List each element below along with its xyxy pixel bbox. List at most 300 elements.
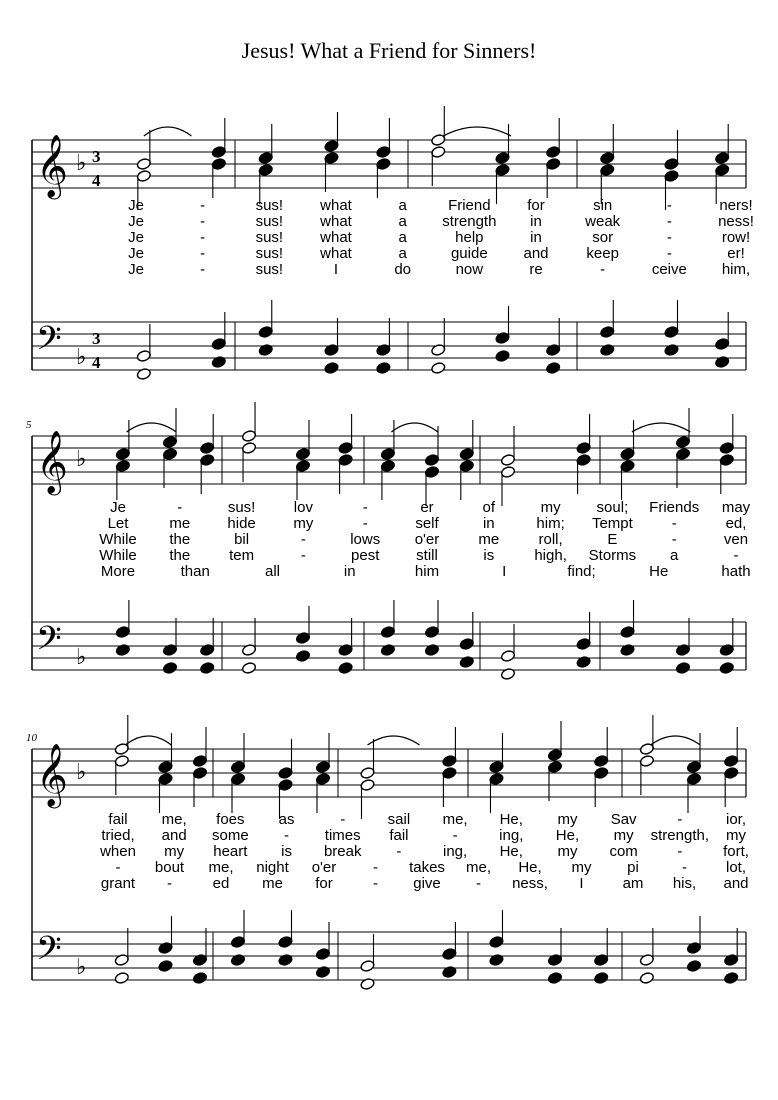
lyric-syllable: keep (586, 245, 619, 262)
lyric-syllable: my (557, 843, 578, 860)
lyric-syllable: some (212, 827, 249, 844)
treble-note-head (200, 441, 215, 454)
lyric-syllable: sus! (255, 213, 284, 230)
lyric-syllable: - (671, 515, 677, 532)
bass-note-head (500, 649, 515, 662)
lyric-syllable: Je (128, 261, 144, 278)
treble-note-head (724, 766, 739, 779)
bass-note-head (489, 953, 504, 966)
treble-note-head (547, 760, 562, 773)
treble-note-head (200, 453, 215, 466)
lyric-syllable: him; (536, 515, 565, 532)
lyric-syllable: I (579, 875, 584, 892)
slur (127, 423, 177, 432)
bass-note-head (576, 655, 591, 668)
treble-note-head (489, 760, 504, 773)
lyric-syllable: Friend (448, 197, 491, 214)
lyric-syllable: hath (721, 563, 751, 580)
treble-note-head (230, 772, 245, 785)
slur (443, 127, 511, 136)
lyric-syllable: help (455, 229, 484, 246)
lyric-syllable: find; (567, 563, 596, 580)
lyric-syllable: Let (107, 515, 129, 532)
bass-note-head (442, 947, 457, 960)
lyric-syllable: lows (350, 531, 381, 548)
lyric-syllable: in (343, 563, 356, 580)
lyric-syllable: sus! (227, 499, 256, 516)
bass-note-head (547, 953, 562, 966)
lyric-syllable: - (666, 245, 672, 262)
treble-note-head (576, 441, 591, 454)
lyric-syllable: now (455, 261, 484, 278)
lyric-syllable: strength, (650, 827, 710, 844)
lyric-syllable: guide (450, 245, 488, 262)
lyric-syllable: er! (727, 245, 745, 262)
lyric-syllable: my (557, 811, 578, 828)
lyric-syllable: Je (110, 499, 126, 516)
treble-note-head (162, 447, 177, 460)
lyric-syllable: pest (351, 547, 380, 564)
lyric-syllable: He, (555, 827, 580, 844)
lyric-syllable: a (398, 197, 407, 214)
lyric-syllable: sus! (255, 229, 284, 246)
lyric-syllable: o'er (311, 859, 337, 876)
lyric-syllable: sail (387, 811, 411, 828)
lyric-syllable: fort, (723, 843, 749, 860)
treble-note-head (338, 441, 353, 454)
bass-note-head (495, 349, 510, 362)
lyric-syllable: the (169, 547, 191, 564)
lyric-syllable: He (649, 563, 669, 580)
treble-note-head (241, 429, 256, 442)
lyric-syllable: ceive (651, 261, 687, 278)
lyric-syllable: in (482, 515, 495, 532)
lyric-syllable: a (670, 547, 679, 564)
treble-note-head (459, 447, 474, 460)
lyric-syllable: my (164, 843, 185, 860)
treble-note-head (459, 459, 474, 472)
treble-note-head (211, 145, 226, 158)
time-signature-upper: 3 (92, 147, 101, 166)
treble-note-head (424, 453, 439, 466)
treble-note-head (546, 157, 561, 170)
lyric-syllable: While (99, 531, 137, 548)
lyric-syllable: weak (585, 213, 621, 230)
lyric-syllable: soul; (596, 499, 629, 516)
bass-clef-icon: 𝄢 (36, 930, 62, 976)
lyric-syllable: is (483, 547, 495, 564)
lyric-syllable: than (180, 563, 210, 580)
lyric-syllable: - (682, 859, 687, 876)
bass-note-head (192, 953, 207, 966)
lyric-syllable: - (666, 197, 672, 214)
lyric-syllable: - (733, 547, 739, 564)
treble-note-head (324, 139, 339, 152)
treble-note-head (376, 157, 391, 170)
treble-note-head (600, 163, 615, 176)
bass-note-head (136, 367, 151, 380)
bass-note-head (594, 971, 609, 984)
lyric-syllable: the (169, 531, 191, 548)
treble-note-head (715, 163, 730, 176)
bass-note-head (360, 977, 375, 990)
bass-note-head (258, 343, 273, 356)
bass-note-head (230, 953, 245, 966)
bass-note-head (162, 643, 177, 656)
treble-clef-icon: 𝄞 (36, 430, 68, 493)
bass-note-head (715, 355, 730, 368)
bass-note-head (715, 337, 730, 350)
treble-note-head (360, 778, 375, 791)
treble-note-head (675, 447, 690, 460)
lyric-syllable: - (200, 245, 206, 262)
treble-note-head (546, 145, 561, 158)
bass-note-head (424, 625, 439, 638)
lyric-syllable: - (677, 811, 683, 828)
treble-note-head (495, 163, 510, 176)
slur (651, 736, 701, 745)
lyric-syllable: - (677, 843, 683, 860)
bass-note-head (724, 971, 739, 984)
lyric-syllable: is (281, 843, 292, 860)
lyric-syllable: in (530, 213, 542, 230)
bass-note-head (500, 667, 515, 680)
bass-note-head (376, 343, 391, 356)
treble-note-head (211, 157, 226, 170)
lyric-syllable: - (362, 499, 368, 516)
bass-note-head (114, 953, 129, 966)
measure-number: 5 (26, 419, 32, 431)
treble-note-head (442, 754, 457, 767)
lyric-syllable: for (527, 197, 545, 214)
treble-note-head (278, 766, 293, 779)
bass-note-head (431, 361, 446, 374)
bass-note-head (211, 337, 226, 350)
treble-note-head (192, 754, 207, 767)
bass-note-head (664, 343, 679, 356)
bass-note-head (211, 355, 226, 368)
lyric-syllable: grant (100, 875, 136, 892)
lyric-syllable: tried, (101, 827, 135, 844)
lyric-syllable: row! (721, 229, 751, 246)
lyric-syllable: ners! (719, 197, 753, 214)
treble-note-head (724, 754, 739, 767)
lyric-syllable: strength (442, 213, 497, 230)
bass-note-head (546, 343, 561, 356)
bass-note-head (546, 361, 561, 374)
lyric-syllable: er (420, 499, 434, 516)
lyric-syllable: me, (161, 811, 187, 828)
lyric-syllable: Je (128, 229, 144, 246)
bass-note-head (315, 965, 330, 978)
lyric-syllable: ness, (512, 875, 548, 892)
bass-note-head (664, 325, 679, 338)
bass-note-head (594, 953, 609, 966)
lyric-syllable: his, (672, 875, 697, 892)
treble-note-head (495, 151, 510, 164)
lyric-syllable: I (502, 563, 507, 580)
bass-note-head (338, 643, 353, 656)
lyric-syllable: for (315, 875, 333, 892)
time-signature-lower: 4 (92, 353, 101, 372)
lyric-syllable: sus! (255, 197, 284, 214)
treble-note-head (431, 145, 446, 158)
lyric-syllable: what (320, 197, 352, 214)
lyric-syllable: - (177, 499, 183, 516)
treble-note-head (489, 772, 504, 785)
lyric-syllable: Je (128, 197, 144, 214)
bass-note-head (295, 631, 310, 644)
bass-note-head (278, 935, 293, 948)
lyric-syllable: - (200, 197, 206, 214)
lyric-syllable: - (115, 859, 121, 876)
treble-note-head (158, 760, 173, 773)
flat-icon: ♭ (76, 760, 87, 785)
lyric-syllable: as (278, 811, 295, 828)
treble-clef-icon: 𝄞 (36, 134, 68, 197)
bass-note-head (295, 649, 310, 662)
bass-note-head (338, 661, 353, 674)
bass-note-head (115, 625, 130, 638)
treble-note-head (719, 441, 734, 454)
bass-note-head (376, 361, 391, 374)
lyric-syllable: - (476, 875, 481, 892)
lyric-syllable: high, (534, 547, 567, 564)
lyric-syllable: sin (593, 197, 613, 214)
treble-note-head (424, 465, 439, 478)
treble-note-head (576, 453, 591, 466)
bass-note-head (158, 959, 173, 972)
lyric-syllable: takes (409, 859, 445, 876)
bass-note-head (158, 941, 173, 954)
treble-note-head (115, 459, 130, 472)
lyric-syllable: bout (154, 859, 185, 876)
treble-note-head (136, 169, 151, 182)
lyric-syllable: - (396, 843, 402, 860)
bass-note-head (424, 643, 439, 656)
treble-note-head (594, 766, 609, 779)
lyric-syllable: re (529, 261, 543, 278)
bass-note-head (495, 331, 510, 344)
lyric-syllable: sus! (255, 245, 284, 262)
treble-note-head (380, 447, 395, 460)
treble-note-head (500, 465, 515, 478)
bass-note-head (675, 661, 690, 674)
treble-note-head (620, 459, 635, 472)
treble-note-head (360, 766, 375, 779)
bass-note-head (380, 643, 395, 656)
lyric-syllable: what (320, 213, 352, 230)
lyric-syllable: - (300, 547, 306, 564)
lyric-syllable: heart (213, 843, 248, 860)
bass-note-head (489, 935, 504, 948)
lyric-syllable: give (413, 875, 441, 892)
treble-note-head (192, 766, 207, 779)
lyric-syllable: me (169, 515, 191, 532)
treble-note-head (136, 157, 151, 170)
treble-note-head (258, 151, 273, 164)
lyric-syllable: all (264, 563, 281, 580)
lyric-syllable: a (398, 213, 407, 230)
lyric-syllable: my (293, 515, 314, 532)
lyric-syllable: what (320, 245, 352, 262)
lyric-syllable: what (320, 229, 352, 246)
bass-note-head (114, 971, 129, 984)
lyric-syllable: He, (499, 843, 523, 860)
bass-note-head (241, 643, 256, 656)
lyric-syllable: him (414, 563, 440, 580)
lyric-syllable: lov (293, 499, 313, 516)
treble-note-head (686, 772, 701, 785)
bass-clef-icon: 𝄢 (36, 620, 62, 666)
treble-note-head (115, 447, 130, 460)
bass-note-head (324, 361, 339, 374)
time-signature-upper: 3 (92, 329, 101, 348)
bass-note-head (258, 325, 273, 338)
lyric-syllable: bil (234, 531, 250, 548)
bass-note-head (162, 661, 177, 674)
measure-number: 10 (26, 732, 37, 744)
lyric-syllable: in (530, 229, 542, 246)
flat-icon: ♭ (76, 151, 87, 176)
treble-clef-icon: 𝄞 (36, 743, 68, 806)
lyric-syllable: self (415, 515, 439, 532)
lyric-syllable: - (340, 811, 346, 828)
treble-note-head (315, 760, 330, 773)
bass-note-head (241, 661, 256, 674)
slur (144, 127, 192, 136)
lyric-syllable: and (523, 245, 549, 262)
bass-note-head (431, 343, 446, 356)
bass-note-head (136, 349, 151, 362)
lyric-syllable: - (200, 261, 206, 278)
lyric-syllable: my (540, 499, 561, 516)
bass-note-head (724, 953, 739, 966)
bass-note-head (639, 971, 654, 984)
lyric-syllable: my (726, 827, 746, 844)
lyric-syllable: may (721, 499, 751, 516)
lyric-syllable: Sav (610, 811, 637, 828)
treble-note-head (715, 151, 730, 164)
lyric-syllable: ing, (442, 843, 468, 860)
slur (368, 736, 420, 745)
bass-note-head (360, 959, 375, 972)
treble-note-head (295, 447, 310, 460)
treble-note-head (639, 754, 654, 767)
bass-note-head (459, 637, 474, 650)
lyric-syllable: pi (627, 859, 639, 876)
bass-note-head (547, 971, 562, 984)
lyric-syllable: Storms (588, 547, 637, 564)
treble-note-head (376, 145, 391, 158)
lyric-syllable: - (167, 875, 172, 892)
lyric-syllable: of (482, 499, 496, 516)
lyric-syllable: me (478, 531, 500, 548)
treble-note-head (324, 151, 339, 164)
lyric-syllable: ed (212, 875, 230, 892)
lyric-syllable: ior, (725, 811, 747, 828)
treble-note-head (594, 754, 609, 767)
bass-note-head (719, 661, 734, 674)
lyric-syllable: ing, (499, 827, 524, 844)
flat-icon: ♭ (76, 645, 87, 670)
treble-note-head (686, 760, 701, 773)
bass-note-head (576, 637, 591, 650)
treble-note-head (442, 766, 457, 779)
lyric-syllable: night (256, 859, 289, 876)
lyric-syllable: when (100, 843, 136, 860)
bass-note-head (600, 325, 615, 338)
flat-icon: ♭ (76, 345, 87, 370)
bass-note-head (200, 661, 215, 674)
lyric-syllable: and (161, 827, 187, 844)
lyric-syllable: I (333, 261, 339, 278)
lyric-syllable: tem (229, 547, 255, 564)
lyric-syllable: a (398, 229, 407, 246)
treble-note-head (664, 157, 679, 170)
lyric-syllable: still (416, 547, 438, 564)
lyric-syllable: - (373, 875, 378, 892)
bass-note-head (620, 625, 635, 638)
lyric-syllable: Friends (649, 499, 700, 516)
treble-note-head (258, 163, 273, 176)
bass-clef-icon: 𝄢 (36, 320, 62, 366)
bass-note-head (380, 625, 395, 638)
lyric-syllable: Tempt (591, 515, 633, 532)
lyric-syllable: lot, (725, 859, 747, 876)
lyric-syllable: o'er (414, 531, 440, 548)
lyric-syllable: - (200, 229, 206, 246)
lyric-syllable: my (613, 827, 634, 844)
lyric-syllable: sus! (255, 261, 284, 278)
lyric-syllable: my (571, 859, 592, 876)
lyric-syllable: - (671, 531, 677, 548)
bass-note-head (115, 643, 130, 656)
lyric-syllable: sor (592, 229, 614, 246)
lyric-syllable: do (394, 261, 412, 278)
lyric-syllable: More (100, 563, 136, 580)
slur (125, 736, 171, 745)
bass-note-head (324, 343, 339, 356)
bass-note-head (230, 935, 245, 948)
bass-note-head (315, 947, 330, 960)
treble-note-head (241, 441, 256, 454)
lyric-syllable: me, (442, 811, 468, 828)
bass-note-head (192, 971, 207, 984)
lyric-syllable: me (262, 875, 283, 892)
lyric-syllable: and (723, 875, 749, 892)
lyric-syllable: He, (499, 811, 523, 828)
lyric-syllable: com (609, 843, 638, 860)
lyric-syllable: him, (721, 261, 751, 278)
lyric-syllable: me, (465, 859, 492, 876)
lyric-syllable: am (622, 875, 644, 892)
treble-note-head (230, 760, 245, 773)
lyric-syllable: me, (208, 859, 234, 876)
treble-note-head (114, 742, 129, 755)
lyric-syllable: - (200, 213, 206, 230)
bass-note-head (620, 643, 635, 656)
slur (632, 423, 690, 432)
treble-note-head (600, 151, 615, 164)
treble-note-head (620, 447, 635, 460)
treble-note-head (114, 754, 129, 767)
lyric-syllable: Je (128, 245, 144, 262)
lyric-syllable: - (666, 213, 672, 230)
bass-note-head (278, 953, 293, 966)
lyric-syllable: fail (389, 827, 409, 844)
slur (391, 423, 437, 432)
